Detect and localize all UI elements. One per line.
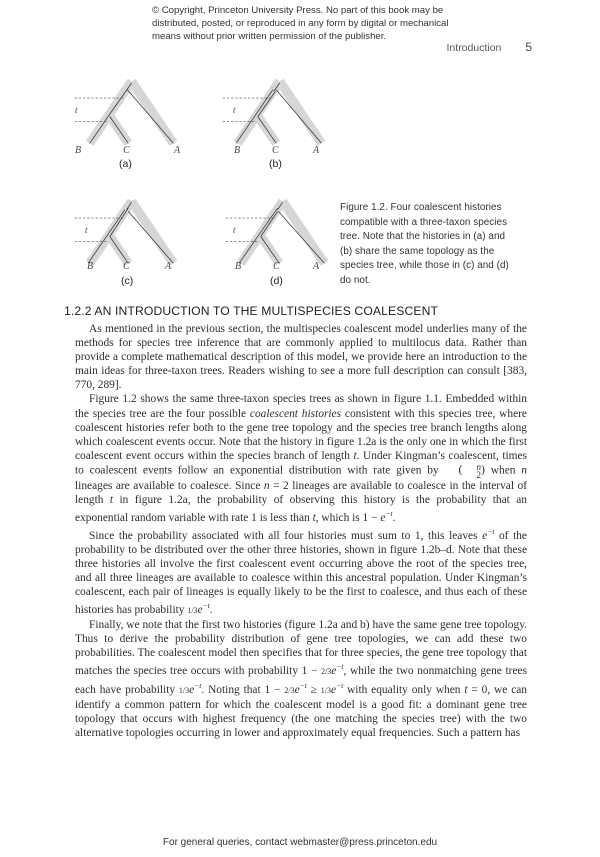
coalescent-history-a-diagram xyxy=(62,78,197,150)
taxon-label-b: B xyxy=(234,145,241,156)
body-text xyxy=(75,322,527,741)
taxon-label-c: C xyxy=(273,261,280,272)
panel-label-b: (b) xyxy=(269,158,282,170)
taxon-label-a: A xyxy=(313,145,320,156)
running-head xyxy=(447,40,532,54)
interval-label-t: t xyxy=(85,225,88,235)
page-number: 5 xyxy=(525,40,532,54)
footer-contact: For general queries, contact webmaster@press.princeton.edu xyxy=(162,837,438,848)
figure-panel-d xyxy=(213,198,348,287)
figure-caption: Figure 1.2. Four coalescent histories compatible with a three-taxon species tree. Note that the histories in (a) and (b) share the same topology as the species tree, while those in (c) and (d) do not. xyxy=(340,202,509,286)
copyright-notice: © Copyright, Princeton University Press. No part of this book may be distributed, posted, or reproduced in any form by digital or mechanical means without prior written permission of the publisher. xyxy=(152,5,449,42)
paragraph-2: Figure 1.2 shows the same three-taxon species trees as shown in figure 1.1. Embedded within the species tree are the four possible coalescent histories consistent with this species tree, where coalescent histories refer both to the gene tree topology and the species tree branch lengths along which coalescent events occur. Note that the history in figure 1.2a is the only one in which the first coalescent event occurs within the species branch of length t. Under Kingman’s coalescent, times to coalescent events follow an exponential distribution with rate given by ( n 2 ) when n lineages are available to coalesce. Since n = 2 lineages are available to coalesce in the interval of length t in figure 1.2a, the probability of observing this history is the probability that an exponential random variable with rate 1 is less than t, which is $1 - e^{-t}$. xyxy=(75,393,527,524)
paragraph-1: As mentioned in the previous section, the multispecies coalescent model underlies many of the methods for species tree inference that are commonly applied to multilocus data. Rather than provide a complete mathematical description of this model, we provide here an introduction to the main ideas for three-taxon trees. Readers wishing to see a more full description can consult [383, 770, 289]. xyxy=(75,323,527,392)
panel-label-c: (c) xyxy=(121,275,134,287)
taxon-label-a: A xyxy=(174,145,181,156)
taxon-label-a: A xyxy=(165,261,172,272)
figure-panel-b xyxy=(210,78,345,170)
taxon-label-b: B xyxy=(75,145,82,156)
panel-label-a: (a) xyxy=(119,158,132,170)
binomial-n-choose-2: ( n 2 ) xyxy=(458,461,485,480)
taxon-label-c: C xyxy=(123,145,130,156)
coalescent-history-b-diagram xyxy=(210,78,345,150)
section-heading: 1.2.2 AN INTRODUCTION TO THE MULTISPECIES COALESCENT xyxy=(64,304,439,318)
taxon-label-c: C xyxy=(123,261,130,272)
paragraph-4: Finally, we note that the first two histories (figure 1.2a and b) have the same gene tree topology. Thus to derive the probability distribution of gene tree topologies, we can add these two probabilities. The coalescent model then specifies that for three species, the gene tree topology that matches the species tree occurs with probability $1 - 2/3e^{-t}$, while the two nonmatching gene trees each have probability $1/3e^{-t}$. Noting that $1 - 2/3e^{-t} \ge 1/3e^{-t}$ with equality only when t = 0, we can identify a common pattern for which the coalescent model is a good fit: a dominant gene tree topology that occurs with highest frequency (the one matching the species tree) with the two alternative topologies occurring in lower and approximately equal frequencies. Such a pattern has xyxy=(75,619,528,740)
taxon-label-a: A xyxy=(313,261,320,272)
interval-label-t: t xyxy=(233,225,236,235)
figure-panel-c xyxy=(62,198,197,287)
interval-label-t: t xyxy=(75,105,78,115)
figure-panel-a xyxy=(62,78,197,170)
taxon-label-b: B xyxy=(87,261,94,272)
interval-label-t: t xyxy=(233,105,236,115)
paragraph-3: Since the probability associated with all four histories must sum to 1, this leaves $e^{-t}$ of the probability to be distributed over the other three histories, shown in figure 1.2b–d. Note that these three histories all involve the first coalescent event occurring above the root of the species tree, and all three lineages are available to coalesce within this ancestral population. Under Kingman’s coalescent, each pair of lineages is equally likely to be the first to coalesce, and thus each of these histories has probability $1/3e^{-t}$. xyxy=(75,527,527,617)
coalescent-history-c-diagram xyxy=(62,198,197,270)
taxon-label-b: B xyxy=(235,261,242,272)
taxon-label-c: C xyxy=(272,145,279,156)
running-title: Introduction xyxy=(446,42,502,54)
panel-label-d: (d) xyxy=(270,275,283,287)
